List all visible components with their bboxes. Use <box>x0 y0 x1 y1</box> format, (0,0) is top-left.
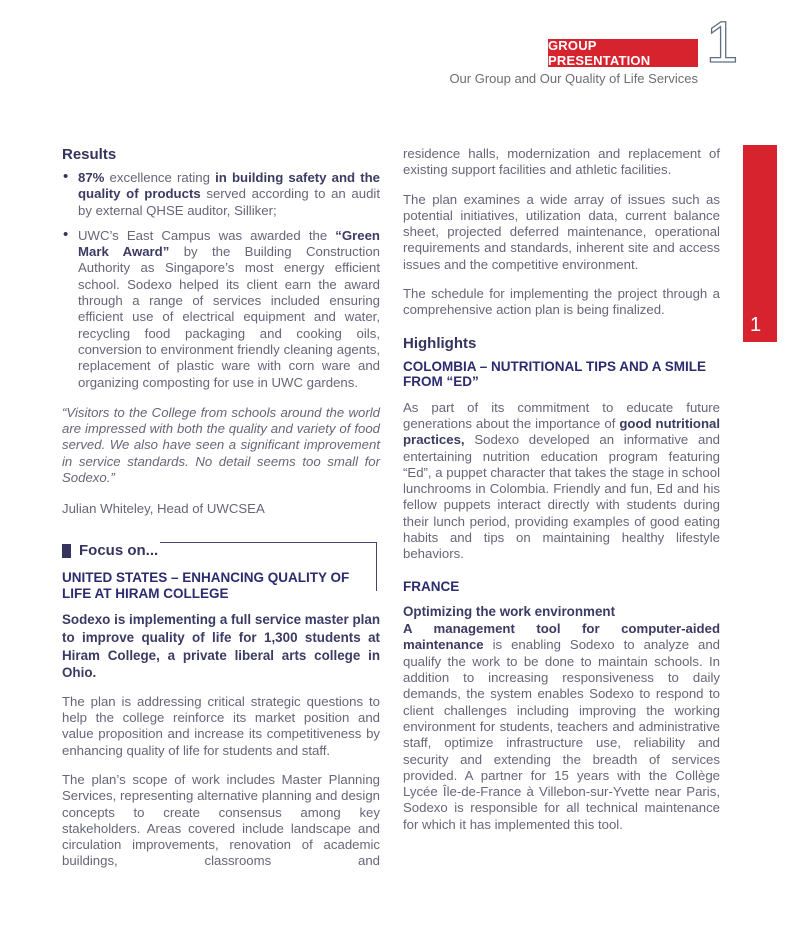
right-column <box>403 146 720 846</box>
list-item: • 87% excellence rating in building safety and the quality of products served according to an audit by external QHSE auditor, Silliker; <box>62 170 380 219</box>
section-side-tab <box>743 145 777 342</box>
square-bullet-icon <box>62 544 71 558</box>
results-heading: Results <box>62 146 117 163</box>
colombia-paragraph: As part of its commitment to educate future generations about the importance of good nutritional practices, Sodexo developed an informative and entertaining nutrition education program featuring “Ed”, a puppet character that takes the stage in school lunchrooms in Colombia. Friendly and fun, Ed and his fellow puppets interact directly with students during their lunch period, providing examples of good eating habits and tips on maintaining healthy lifestyle behaviors. <box>403 399 720 562</box>
focus-lead-paragraph: Sodexo is implementing a full service master plan to improve quality of life for 1,300 students at Hiram College, a private liberal arts college in Ohio. <box>62 612 380 681</box>
testimonial-quote: “Visitors to the College from schools around the world are impressed with both the quality and variety of food served. We also have seen a significant improvement in service standards. No detail seems too small for Sodexo.” <box>62 404 380 486</box>
section-side-tab-number: 1 <box>750 314 762 336</box>
highlights-heading: Highlights <box>403 334 477 352</box>
france-subheading: Optimizing the work environment <box>403 604 616 620</box>
list-item: • UWC’s East Campus was awarded the “Green Mark Award” by the Building Construction Authority as Singapore’s most energy efficient school. Sodexo helped its client earn the award through a range of services included ensuring efficient use of electrical equipment and water, recycling food packaging and cooking oils, conversion to environment friendly cleaning agents, replacement of plastic ware with corn ware and organizing composting for use in UWC gardens. <box>62 228 380 391</box>
left-column <box>62 146 380 883</box>
focus-corner-rule <box>160 542 377 591</box>
france-paragraph: A management tool for computer-aided maintenance is enabling Sodexo to analyze and qualify the work to be done to maintain schools. In addition to increasing responsiveness to daily demands, the system enables Sodexo to respond to client challenges including improving the working environment for students, teachers and administrative staff, optimize infrastructure use, reliability and security and extending the breadth of services provided. A partner for 15 years with the Collège Lycée Île-de-France à Villebon-sur-Yvette near Paris, Sodexo is responsible for all technical maintenance for which it has implemented this tool. <box>403 621 720 832</box>
chapter-badge <box>548 39 698 67</box>
chapter-subtitle: Our Group and Our Quality of Life Services <box>449 71 698 86</box>
schedule-paragraph: The schedule for implementing the project through a comprehensive action plan is being finalized. <box>403 286 720 318</box>
chapter-number: 1 <box>706 10 739 75</box>
quote-attribution: Julian Whiteley, Head of UWCSEA <box>62 501 265 517</box>
focus-label: Focus on... <box>79 542 159 560</box>
colombia-heading: COLOMBIA – NUTRITIONAL TIPS AND A SMILE FROM “ED” <box>403 358 706 390</box>
focus-heading: UNITED STATES – ENHANCING QUALITY OF LIFE AT HIRAM COLLEGE <box>62 570 350 601</box>
chapter-badge-label: GROUP PRESENTATION <box>548 38 651 68</box>
france-heading: FRANCE <box>403 578 460 594</box>
plan-paragraph: The plan examines a wide array of issues such as potential initiatives, utilization data, current balance sheet, projected deferred maintenance, operational requirements and standards, inherent site and access issues and the competitive environment. <box>403 191 720 272</box>
focus-on-section <box>62 540 380 869</box>
continuation-paragraph: residence halls, modernization and replacement of existing support facilities and athletic facilities. <box>403 146 720 178</box>
focus-paragraph: The plan’s scope of work includes Master Planning Services, representing alternative planning and design concepts to create consensus among key stakeholders. Areas covered include landscape and circulation improvements, renovation of academic buildings, classrooms and <box>62 771 380 869</box>
focus-paragraph: The plan is addressing critical strategic questions to help the college reinforce its market position and value proposition and increase its competitiveness by enhancing quality of life for students and staff. <box>62 693 380 758</box>
results-bullet-list <box>62 170 380 391</box>
